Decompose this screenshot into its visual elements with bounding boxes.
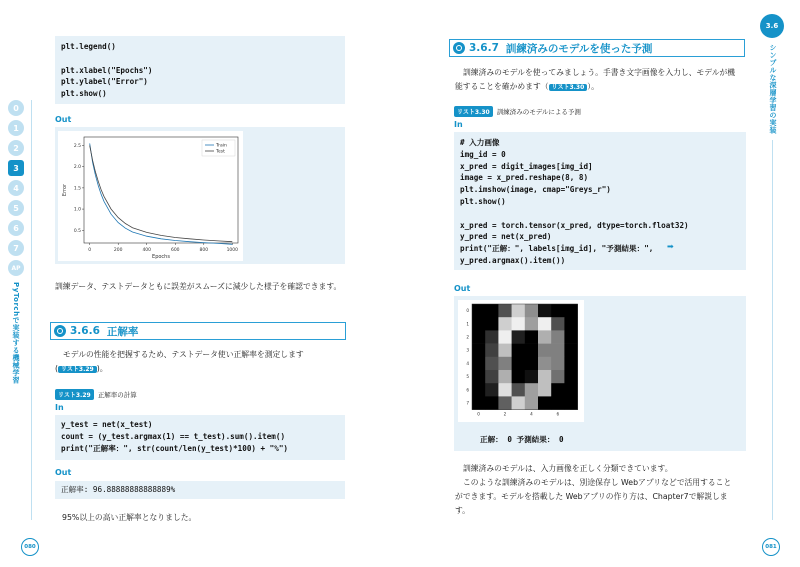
pixel-cell (512, 383, 525, 397)
pixel-cell (472, 304, 486, 318)
pixel-cell (512, 357, 525, 371)
y-tick-label: 4 (466, 360, 469, 366)
listing-title: 訓練済みのモデルによる予測 (496, 108, 581, 116)
y-tick-label: 3 (466, 347, 469, 353)
pixel-cell (485, 330, 499, 344)
paragraph-accuracy-result: 95%以上の高い正解率となりました。 (62, 513, 197, 522)
pixel-cell (564, 304, 578, 318)
target-icon (54, 325, 66, 337)
listing-caption-3-29 (55, 389, 137, 400)
pixel-cell (551, 304, 565, 318)
pixel-cell (538, 396, 552, 410)
chapter-badge-ap[interactable]: AP (8, 260, 24, 276)
pixel-cell (485, 396, 499, 410)
y-tick-label: 1.5 (73, 186, 81, 192)
paragraph-loss-summary: 訓練データ、テストデータともに誤差がスムーズに減少した様子を確認できます。 (55, 282, 342, 291)
pixel-cell (512, 304, 525, 318)
chapter-badge-2[interactable]: 2 (8, 140, 24, 156)
pixel-cell (551, 357, 565, 371)
pixel-cell (551, 383, 565, 397)
pixel-cell (538, 304, 552, 318)
right-margin-rule (772, 140, 773, 520)
pixel-cell (525, 344, 539, 358)
x-tick-label: 4 (530, 411, 533, 417)
out-label-accuracy: Out (55, 468, 72, 477)
chapter-badge-6[interactable]: 6 (8, 220, 24, 236)
y-tick-label: 7 (466, 400, 469, 406)
out-label: Out (454, 284, 471, 293)
y-tick-label: 1.0 (73, 207, 81, 213)
pixel-cell (485, 317, 499, 331)
section-title: 正解率 (106, 325, 139, 338)
digit-image-plot (458, 300, 584, 422)
right-page-number: 081 (762, 538, 780, 556)
pixel-cell (564, 344, 578, 358)
pixel-cell (564, 317, 578, 331)
paren-close: )。 (96, 364, 108, 373)
section-title: 訓練済みのモデルを使った予測 (505, 42, 653, 55)
pixel-cell (538, 383, 552, 397)
pixel-cell (538, 357, 552, 371)
section-header-3-6-6 (50, 322, 346, 340)
x-tick-label: 2 (503, 411, 507, 417)
pixel-cell (525, 304, 539, 318)
y-tick-label: 2 (466, 334, 469, 340)
pixel-cell (472, 330, 486, 344)
legend-label-train: Train (216, 143, 227, 149)
paragraph-predict-line-2 (455, 80, 747, 95)
pixel-cell (485, 357, 499, 371)
output-block-chart (55, 127, 345, 264)
paragraph-predict-line-1: 訓練済みのモデルを使ってみましょう。手書き文字画像を入力し、モデルが機 (463, 68, 736, 77)
pixel-cell (485, 304, 499, 318)
pixel-cell (498, 330, 512, 344)
right-vertical-label: シンプルな深層学習の実装 (769, 44, 777, 134)
paren-close: ）。 (587, 82, 599, 91)
code-block-predict (454, 132, 746, 270)
in-label: In (55, 403, 64, 412)
paragraph-webapp-line-2: ができます。モデルを搭載した Webアプリの作り方は、Chapter7で解説しま (455, 492, 728, 501)
pixel-cell (472, 396, 486, 410)
continuation-arrow-icon: ➡ (667, 242, 674, 251)
y-tick-label: 0 (466, 308, 469, 314)
pixel-cell (525, 383, 539, 397)
pixel-cell (498, 344, 512, 358)
target-icon (453, 42, 465, 54)
pixel-cell (498, 357, 512, 371)
pixel-cell (498, 317, 512, 331)
pixel-cell (551, 370, 565, 384)
pixel-cell (551, 396, 565, 410)
chapter-badge-4[interactable]: 4 (8, 180, 24, 196)
loss-chart (58, 131, 243, 261)
left-margin-rule (31, 100, 32, 520)
chapter-corner-tab[interactable]: 3.6 (760, 14, 784, 38)
chapter-badge-3-active[interactable]: 3 (8, 160, 24, 176)
in-label: In (454, 120, 463, 129)
paren-open: ( (55, 364, 59, 373)
listing-ref-3-29[interactable]: リスト3.29 (58, 366, 97, 373)
y-tick-label: 6 (466, 387, 469, 393)
listing-ref-3-30[interactable]: リスト3.30 (549, 84, 588, 91)
accuracy-output-text: 正解率: 96.88888888888889% (61, 485, 176, 494)
listing-tag: リスト3.30 (454, 106, 493, 117)
pixel-cell (564, 357, 578, 371)
x-tick-label: 600 (170, 248, 180, 253)
loss-chart-legend (202, 140, 235, 156)
x-tick-label: 800 (199, 248, 209, 253)
paragraph-predict-result: 訓練済みのモデルは、入力画像を正しく分類できています。 (463, 464, 673, 473)
pixel-cell (485, 383, 499, 397)
pixel-cell (551, 344, 565, 358)
x-tick-label: 200 (113, 248, 123, 253)
pixel-cell (564, 383, 578, 397)
chapter-badge-5[interactable]: 5 (8, 200, 24, 216)
listing-caption-3-30 (454, 106, 581, 117)
left-vertical-label: PyTorchで実装する機械学習 (12, 282, 20, 385)
legend-label-test: Test (216, 149, 225, 155)
y-tick-label: 1 (466, 321, 469, 327)
pixel-cell (551, 330, 565, 344)
x-tick-label: 0 (88, 248, 92, 253)
x-tick-label: 6 (556, 411, 560, 417)
pixel-cell (564, 396, 578, 410)
listing-tag: リスト3.29 (55, 389, 94, 400)
digit-pixel-grid (472, 304, 578, 410)
code-predict-text: # 入力画像 img_id = 0 x_pred = digit_images[img_id] image = x_pred.reshape(8, 8) plt.imshow(image, cmap="Greys_r") plt.show() x_pred = torch.tensor(x_pred, dtype=torch.float32) y_pred = net(x_pred) print("正解：", labels[img_id], "予測結果：", y_pred.argmax().item()) (460, 138, 689, 265)
pixel-cell (564, 370, 578, 384)
predict-line-text: 能することを確かめます（ (455, 82, 549, 91)
pixel-cell (538, 370, 552, 384)
pixel-cell (472, 344, 486, 358)
pixel-cell (538, 317, 552, 331)
y-tick-label: 2.0 (73, 165, 81, 171)
pixel-cell (538, 330, 552, 344)
pixel-cell (498, 304, 512, 318)
x-tick-label: 1000 (226, 248, 239, 253)
y-tick-label: 2.5 (73, 143, 81, 149)
code-legend-text: plt.legend() plt.xlabel("Epochs") plt.ylabel("Error") plt.show() (61, 42, 153, 99)
pixel-cell (512, 396, 525, 410)
listing-title: 正解率の計算 (97, 391, 137, 399)
pixel-cell (472, 370, 486, 384)
loss-chart-lines (90, 143, 233, 244)
chapter-badge-1[interactable]: 1 (8, 120, 24, 136)
pixel-cell (498, 383, 512, 397)
pixel-cell (525, 370, 539, 384)
pixel-cell (472, 357, 486, 371)
output-block-digit (454, 296, 746, 451)
y-axis-label: Error (62, 183, 68, 197)
out-label: Out (55, 115, 72, 124)
pixel-cell (525, 330, 539, 344)
prediction-output-text: 正解： 0 予測結果： 0 (480, 435, 564, 444)
paragraph-accuracy-line-2 (55, 362, 347, 377)
section-header-3-6-7 (449, 39, 745, 57)
x-tick-label: 400 (142, 248, 152, 253)
y-tick-label: 0.5 (73, 228, 81, 234)
pixel-cell (485, 344, 499, 358)
pixel-cell (498, 370, 512, 384)
pixel-cell (472, 383, 486, 397)
x-axis-label: Epochs (152, 254, 170, 260)
paragraph-predict-intro (455, 66, 747, 95)
paragraph-predict-conclusion (455, 462, 751, 518)
code-block-legend (55, 36, 345, 104)
pixel-cell (551, 317, 565, 331)
chapter-badge-7[interactable]: 7 (8, 240, 24, 256)
paragraph-webapp-line-1: このような訓練済みのモデルは、別途保存し Webアプリなどで活用すること (463, 478, 732, 487)
code-block-accuracy (55, 415, 345, 460)
pixel-cell (512, 330, 525, 344)
pixel-cell (485, 370, 499, 384)
chapter-badge-0[interactable]: 0 (8, 100, 24, 116)
pixel-cell (498, 396, 512, 410)
pixel-cell (564, 330, 578, 344)
paragraph-accuracy-line-1: モデルの性能を把握するため、テストデータ使い正解率を測定します (63, 350, 304, 359)
code-accuracy-text: y_test = net(x_test) count = (y_test.argmax(1) == t_test).sum().item() print("正解率：", str(count/len(y_test)*100) + "%") (61, 420, 288, 453)
pixel-cell (525, 357, 539, 371)
section-number: 3.6.7 (469, 42, 499, 54)
pixel-cell (512, 370, 525, 384)
pixel-cell (512, 317, 525, 331)
y-tick-label: 5 (466, 374, 469, 380)
pixel-cell (525, 317, 539, 331)
x-tick-label: 0 (477, 411, 480, 417)
pixel-cell (472, 317, 486, 331)
series-line-test (90, 146, 233, 242)
left-page-number: 080 (21, 538, 39, 556)
section-number: 3.6.6 (70, 325, 100, 337)
paragraph-webapp-line-3: す。 (455, 506, 470, 515)
pixel-cell (512, 344, 525, 358)
series-line-train (90, 143, 233, 244)
pixel-cell (525, 396, 539, 410)
output-block-accuracy (55, 481, 345, 499)
pixel-cell (538, 344, 552, 358)
paragraph-accuracy-intro (55, 348, 347, 377)
